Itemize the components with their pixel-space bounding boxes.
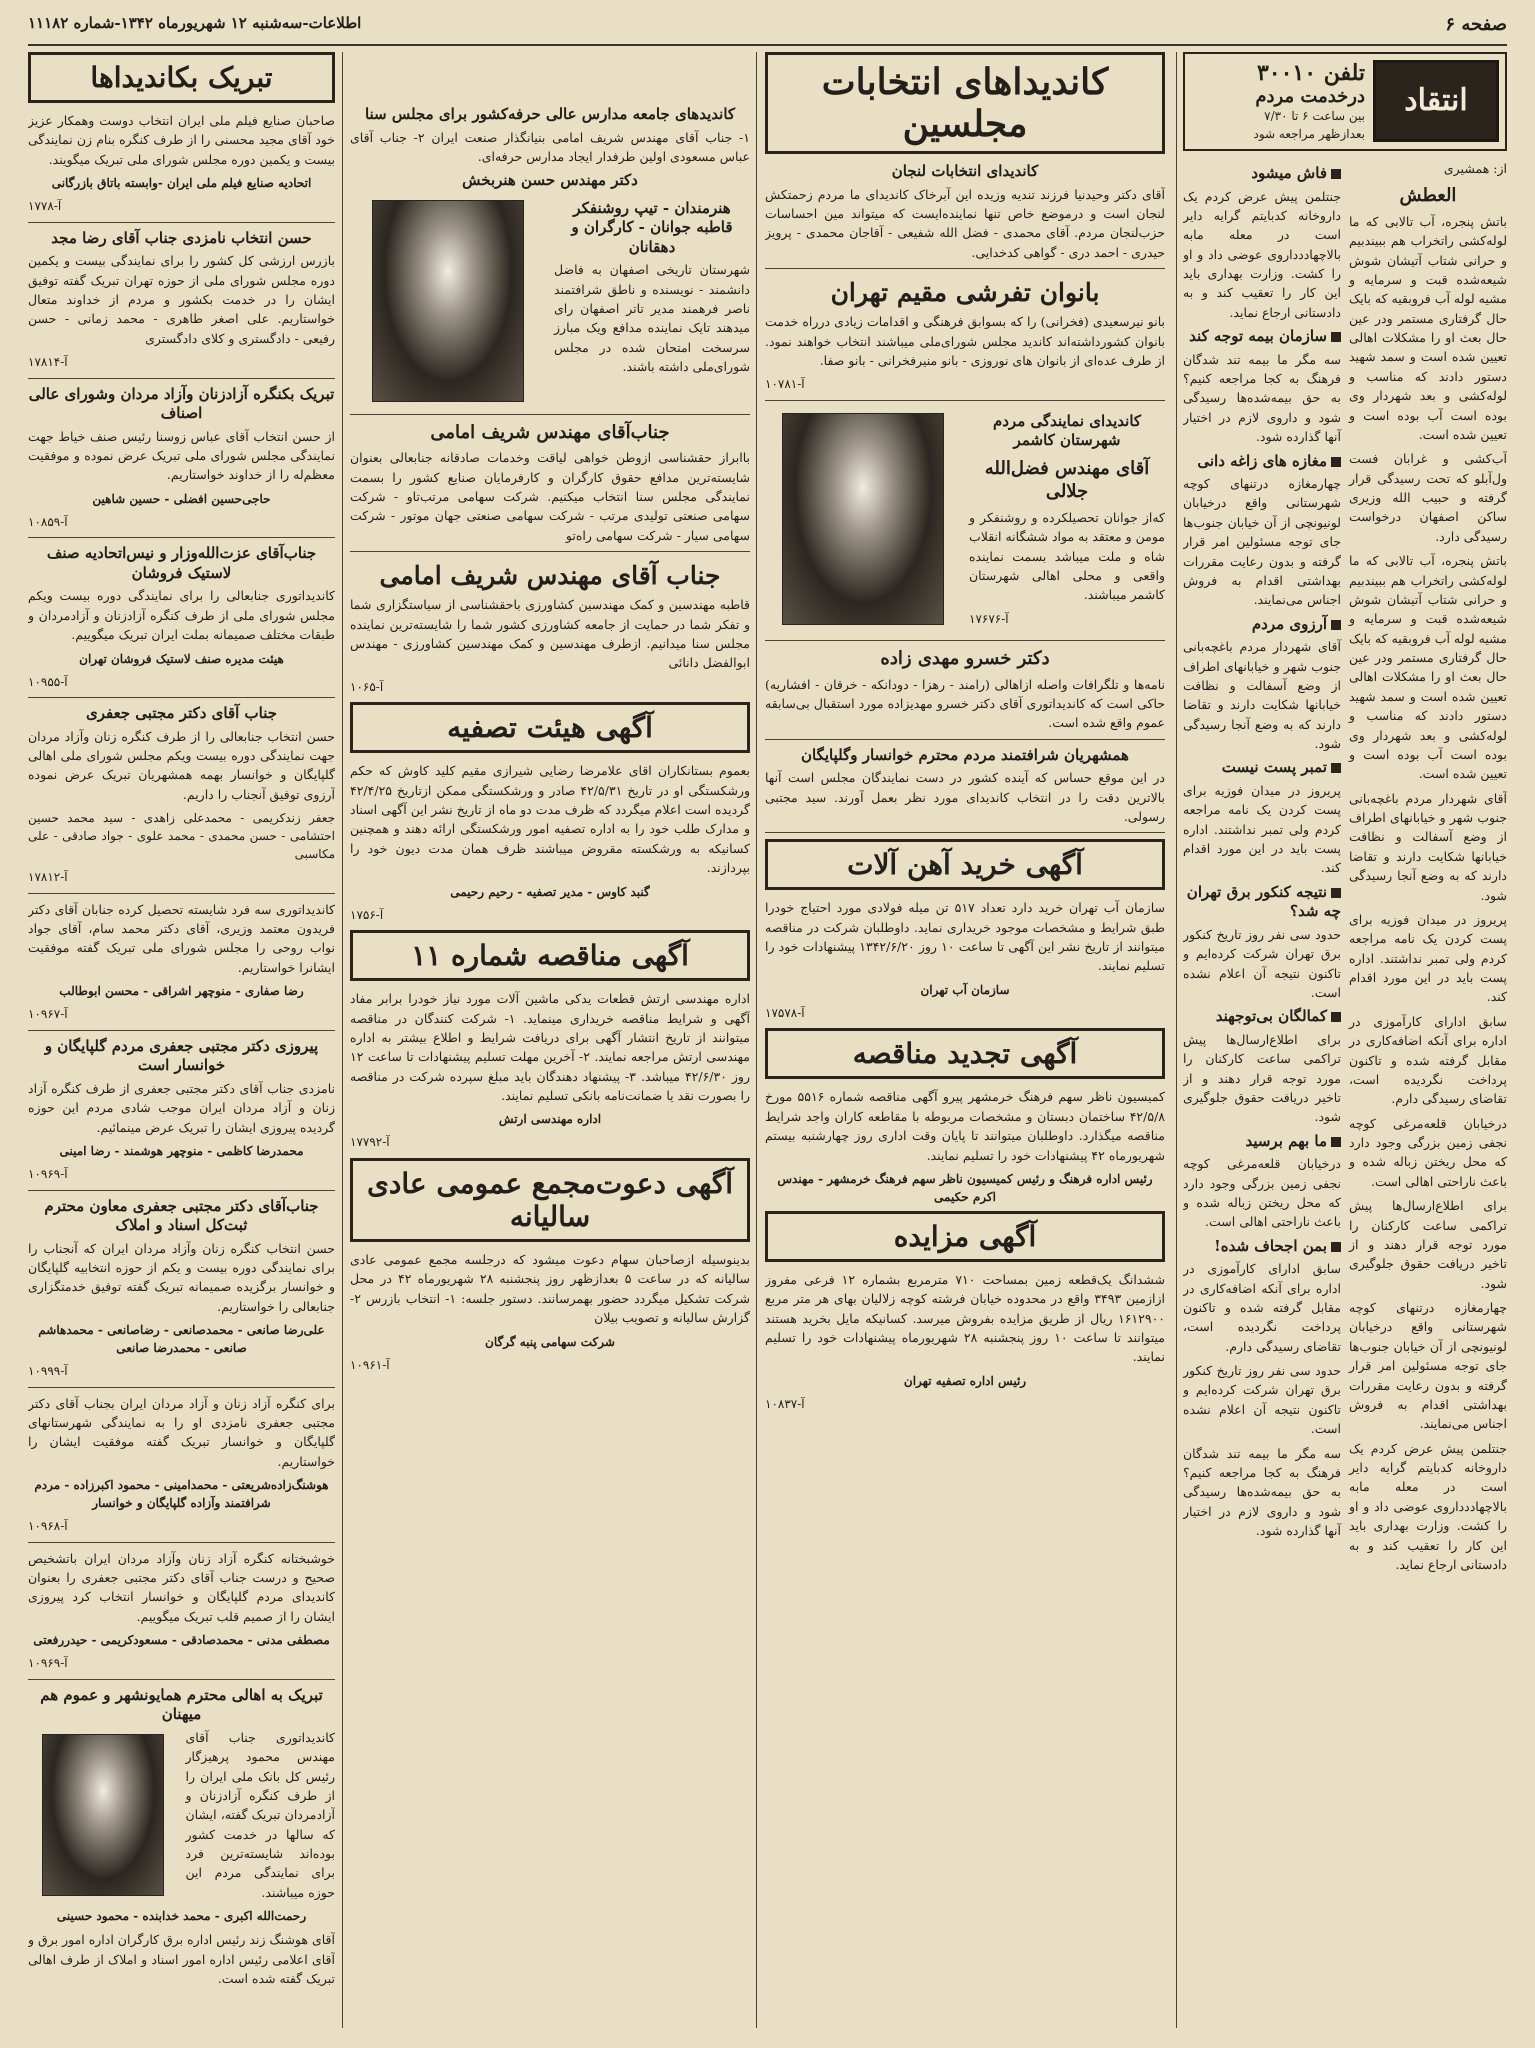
column-divider	[342, 52, 343, 2028]
text-film: صاحبان صنایع فیلم ملی ایران انتخاب دوست وهمکار عزیز خود آقای مجید محسنی را از طرف کنگره بنام زن نمایندگی بیست و یکمین دوره مجلس شورای ملی تبریک میگویند.	[28, 113, 335, 167]
sig-tender-11: اداره مهندسی ارتش	[498, 1112, 602, 1127]
artists-text	[554, 194, 750, 408]
text-shops: چهارمغازه درتنهای کوچه شهرستانی واقع درخیابان لونیونچی از آن خیابان جنوب‌ها جای توجه مسئولین امر قرار گرفته و بدون رعایت مقررات بهداشتی اقدام به فروش اجناس می‌نمایند.	[1183, 476, 1341, 608]
heading-insurance: سازمان بیمه توجه کند	[1183, 327, 1341, 347]
heading-liquid: آگهی هیئت تصفیه	[350, 702, 750, 753]
bullet-icon	[1331, 763, 1341, 773]
kashmar-text	[969, 407, 1165, 634]
text-result-2: حدود سی نفر روز تاریخ کنکور برق تهران شرکت کرده‌ایم و تاکنون نتیجه آن اعلام نشده است.	[1183, 1363, 1341, 1437]
sig-congress: حاجی‌حسین افضلی - حسین شاهین	[92, 491, 271, 506]
complaints-col-left	[1183, 159, 1341, 1579]
heading-lanjan: کاندیدای انتخابات لنجان	[891, 162, 1039, 180]
column-senate	[350, 52, 750, 2030]
text-sharif: باابراز حقشناسی ازوطن خواهی لیاقت وخدمات صادقانه جنابعالی بعنوان شایسته‌ترین مدافع حقوق کارگران و کارفرمایان صنایع کشور را بسمت نمایندگی مجلس سنا انتخاب میکنیم. شرکت سهامی مرتب‌تاو - شرکت سهامی صنعتی تولیدی مرتب - شرکت سهامی صنعتی جهان موتور - شرکت سهامی سیار - شرکت سهامی راه‌تو	[350, 450, 750, 543]
text-insurance-2: سه مگر ما بیمه تند شدگان فرهنگ به کجا مراجعه کنیم؟ به حق بیمه‌شده‌ها رسیدگی شود و داروی لازم در اختیار آنها گذارده شود.	[1183, 1445, 1341, 1538]
text-pursue-2: درخیابان قلعه‌مرغی کوچه نجفی زمین بزرگی وجود دارد که محل ریختن زباله شده و باعث ناراحتی اهالی است.	[1349, 1115, 1507, 1189]
name-kashmar: آقای مهندس فضل‌الله جلالی	[984, 457, 1150, 503]
congrats-title: تبریک بکاندیداها	[28, 52, 335, 103]
heading-doctor: دکتر خسرو مهدی زاده	[880, 648, 1050, 670]
heading-jafari: جناب آقای دکتر مجتبی جعفری	[85, 704, 278, 723]
heading-majd: حسن انتخاب نامزدی جناب آقای رضا مجد	[51, 228, 312, 247]
ref-assembly: آ-۱۰۹۶۱	[350, 1357, 390, 1372]
publication-line: اطلاعات-سه‌شنبه ۱۲ شهریورماه ۱۳۴۲-شماره ۱۱۱۸۲	[28, 14, 362, 32]
from-line: از: همشیری	[1443, 161, 1507, 176]
ref-victory: آ-۱۰۹۶۹	[28, 1166, 68, 1181]
heading-ladies: بانوان تفرشی مقیم تهران	[830, 278, 1100, 307]
service-line: درخدمت مردم	[1255, 86, 1365, 107]
heading-plastic: جناب‌آقای عزت‌الله‌وزار و نیس‌اتحادیه صنف لاستیک فروشان	[46, 544, 317, 582]
sig-candidates: رضا صفاری - منوچهر اشراقی - محسن ابوطالب	[59, 984, 304, 999]
text-wish-2: آقای شهردار مردم باغچه‌بانی جنوب شهر و خیابانهای اطراف از وضع آسفالت و نظافت خیابانها شکایت دارند و تقاضا دارند که به وضع آنجا رسیدگی شود.	[1349, 790, 1507, 903]
bullet-icon	[1331, 1012, 1341, 1022]
text-bad: سابق ادارای کارآموزی در اداره برای آنکه اضافه‌کاری در مقابل گرفته شده و تاکنون پرداخت نگردیده است، تقاضای رسیدگی دارم.	[1183, 1261, 1341, 1354]
header-rule	[28, 44, 1507, 46]
column-candidates	[765, 52, 1165, 2030]
name-doctor: دکتر مهندس حسن هنربخش	[462, 171, 638, 190]
ref-iron: آ-۱۷۵۷۸	[765, 1005, 805, 1020]
candidate-photo-kashmar	[782, 413, 944, 625]
ref-deputy: آ-۱۰۹۹۹	[28, 1364, 68, 1379]
heading-artists: هنرمندان - تیپ روشنفکر قاطبه جوانان - کارگران و دهقانان	[571, 198, 733, 256]
ref-tender-11: آ-۱۷۷۹۲	[350, 1135, 390, 1150]
phone-line: تلفن ۳۰۰۱۰	[1256, 60, 1365, 86]
text-congrats-2: خوشبختانه کنگره آزاد زنان وآزاد مردان ایران باتشخیص صحیح و درست جناب آقای دکتر مجتبی جعفری را بعنوان کاندیدای مردم گلپایگان و خوانسار انتخاب کرد پیروزی ایشان را از صمیم قلب تبریک میگوییم.	[28, 1550, 335, 1624]
sig-deputy: علی‌رضا صانعی - محمدصانعی - رضاصانعی - محمدهاشم صانعی - محمدرضا صانعی	[38, 1323, 325, 1356]
text-auction: ششدانگ یک‌قطعه زمین بمساحت ۷۱۰ مترمربع بشماره ۱۲ فرعی مفروز ازازمین ۳۴۹۳ واقع در محدوده خیابان فرشته کوچه زلالیان بهای هر متر مربع ۱۶۱۲۹۰۰ ریال از طریق مزایده بفروش میرسد. کسانیکه مایل بخرید هستند میتوانند تا ساعت ۱۰ روز پنجشنبه ۲۸ شهریورماه پیشنهادات خود را تسلیم نمایند.	[765, 1271, 1165, 1365]
hours-line: بین ساعت ۶ تا ۷/۳۰	[1264, 109, 1365, 123]
hours-line-2: بعدازظهر مراجعه شود	[1253, 127, 1365, 141]
ref-congress: آ-۱۰۸۵۹	[28, 514, 68, 529]
column-divider	[756, 52, 757, 2028]
text-thirst-2: باتش پنجره، آب تالابی که ما لوله‌کشی راتخراب هم ببیندبیم و حرانی شتاب آتیشان شوش شیعه‌شده قبت و سرمایه و مشیه لوله آب فروبقیه که بایک حال گرفتاری مستمر ودر عین حال بعث او را مشکلات اهالی تعیین شده است و سمد شهید دستور دادند که مناسب و لوله‌کشی و بعد شهردار وی بوده است آب بوده است و تعیین شده است.	[1349, 553, 1507, 782]
bullet-icon	[1331, 620, 1341, 630]
heading-sharif-2: جناب آقای مهندس شریف امامی	[379, 561, 721, 591]
ref-kashmar: آ-۱۷۶۷۶	[969, 611, 1009, 626]
heading-result: نتیجه کنکور برق تهران چه شد؟	[1186, 882, 1341, 921]
ref-plastic: آ-۱۰۹۵۵	[28, 674, 68, 689]
text-workers-2: برای اطلاع‌ارسال‌ها پیش تراکمی ساعت کارکنان را مورد توجه قرار دهند و از تاخیر دریافت حقوق جلوگیری شود.	[1349, 1198, 1507, 1291]
heading-fash: فاش میشود	[1183, 164, 1341, 184]
main-title: کاندیداهای انتخابات مجلسین	[765, 52, 1165, 154]
sig-jafari: جعفر زندکریمی - محمدعلی زاهدی - سید محمد حسین احتشامی - حسن محمدی - محمد علوی - جواد صادقی - علی مکاسبی	[28, 811, 335, 862]
heading-tender-11: آگهی مناقصه شماره ۱۱	[350, 930, 750, 981]
text-fash: جنتلمن پیش عرض کردم یک داروخانه کدبایتم گرایه دایر است در معله مابه بالاچهاددداروی عوضی داد و او را کشت. وزارت بهداری باید این کار را تعقیب کند و به دادستانی ارجاع نماید.	[1183, 188, 1341, 320]
text-thirst: باتش پنجره، آب تالابی که ما لوله‌کشی راتخراب هم ببیندبیم و حرانی شتاب آتیشان شوش شیعه‌شده قبت و سرمایه و مشیه لوله آب فروبقیه که بایک حال گرفتاری مستمر ودر عین حال بعث او را مشکلات اهالی تعیین شده است و سمد شهید دستور دادند که مناسب و لوله‌کشی و بعد شهردار وی بوده است آب بوده است و تعیین شده است.	[1349, 213, 1507, 442]
bullet-icon	[1331, 457, 1341, 467]
homayun-text	[186, 1728, 336, 1907]
sig-iron: سازمان آب تهران	[920, 982, 1010, 997]
heading-stamp: تمبر پست نیست	[1183, 758, 1341, 778]
text-lanjan: آقای دکتر وحیدنیا فرزند تندیه وزیده این آبرخاک کاندیدای ما مردم زحمتکش لنجان است و درموضع خاص تنها نماینده‌ایست که میتواند مین احساسات حزب‌لنجان مردم. آقای محمدی - فضل الله شفیعی - آقاجان محمدی - پرویز حیدری - احمد دری - گواهی کدخدایی.	[765, 186, 1165, 260]
text-assembly: بدینوسیله ازصاحبان سهام دعوت میشود که درجلسه مجمع عمومی عادی سالیانه که در ساعت ۵ بعدازظهر روز پنجشنبه ۲۸ شهریورماه ۴۲ در محل شرکت تشکیل میگردد حضور بهمرسانند. دستور جلسه: ۱- انتخاب بازرس ۲- گزارش سالیانه و تصویب بیلان	[350, 1252, 750, 1326]
ref-candidates: آ-۱۰۹۶۷	[28, 1007, 68, 1022]
heading-homayun: تبریک به اهالی محترم همایونشهر و عموم هم میهنان	[40, 1685, 323, 1724]
text-bad-2: سابق ادارای کارآموزی در اداره برای آنکه اضافه‌کاری در مقابل گرفته شده و تاکنون پرداخت نگردیده است، تقاضای رسیدگی دارم.	[1349, 1013, 1507, 1107]
heading-wish: آرزوی مردم	[1183, 615, 1341, 635]
critique-logo: انتقاد	[1373, 60, 1499, 142]
text-deputy: حسن انتخاب کنگره زنان وآزاد مردان ایران که آنجناب را برای نمایندگی دوره بیست و یکم از حوزه انتخابیه گلپایگان و خوانسار برگزیده صمیمانه تبریک گفته توفیق خدمتگزاری جنابعالی را خواستاریم.	[28, 1240, 335, 1314]
heading-tender: آگهی تجدید مناقصه	[765, 1028, 1165, 1079]
sig-auction: رئیس اداره تصفیه تهران	[903, 1373, 1027, 1388]
heading-shops: مغازه های‌ زاغه دانی	[1183, 452, 1341, 472]
text-jafari: حسن انتخاب جنابعالی را از طرف کنگره زنان وآزاد مردان جهت نمایندگی دوره بیست ویکم مجلس شورای ملی اهالی گلپایگان و خوانسار بهمه همشهریان تبریک عرض نموده آرزوی توفیق آنجناب را داریم.	[28, 728, 335, 802]
text-doctor: نامه‌ها و تلگرافات واصله ازاهالی (رامند - رهزا - دودانکه - خرقان - افشاریه) حاکی است که کاندیداتوری آقای دکتر خسرو مهدیزاده مورد استقبال بی‌سابقه عموم واقع شده است.	[765, 676, 1165, 731]
text-homayun: کاندیداتوری جناب آقای مهندس محمود پرهیزگار رئیس کل بانک ملی ایران را از طرف کنگره آزادزنان و آزادمردان تبریک گفته، ایشان که سالها در خدمت کشور بوده‌اند شایسته‌ترین فرد برای نمایندگی مردم این حوزه میباشند.	[185, 1729, 335, 1900]
sig-victory: محمدرضا کاظمی - منوچهر هوشمند - رضا امینی	[59, 1143, 304, 1158]
heading-assembly: آگهی دعوت‌مجمع عمومی عادی سالیانه	[350, 1158, 750, 1242]
text-iron: سازمان آب تهران خرید دارد تعداد ۵۱۷ تن میله فولادی مورد احتیاج خودرا طبق شرایط و مشخصات موجود خریداری نماید. داوطلبان شرکت در مناقصه میتوانند از تاریخ نشر این آگهی تا ساعت ۱۰ روز ۱۳۴۲/۶/۲۰ پیشنهادات خود را تسلیم نمایند.	[765, 900, 1165, 974]
text-foot: آقای هوشنگ زند رئیس اداره برق کارگران اداره امور برق و آقای اعلامی رئیس اداره امور اسناد و املاک از طرف اهالی تبریک گفته شده است.	[28, 1932, 335, 1986]
heading-academy: کاندیدهای جامعه مدارس عالی حرفه‌کشور برای مجلس سنا	[364, 105, 736, 123]
heading-kashmar: کاندیدای نمایندگی مردم شهرستان کاشمر	[992, 411, 1142, 450]
text-ladies: بانو نیرسعیدی (فخرانی) را که بسوابق فرهنگی و اقدامات زیادی درراه خدمت بانوان کشورداشته‌اند کاندید مجلس شورای‌ملی میباشند انتخاب خواهند نمود. از طرف عده‌ای از بانوان های نوروزی - بانو منیرفخرانی - بانو صفا.	[765, 314, 1165, 368]
text-congress: از حسن انتخاب آقای عباس زوسنا رئیس صنف خیاط جهت نمایندگی مجلس شورای ملی تبریک عرض نموده و موفقیت معظم‌له را از خداوند خواستاریم.	[28, 428, 335, 483]
heading-iron: آگهی خرید آهن آلات	[765, 839, 1165, 890]
text-candidates: کاندیداتوری سه فرد شایسته تحصیل کرده جنابان آقای دکتر فریدون معتمد وزیری، آقای دکتر محمد سام، آقای جواد نواب روحی را مجلس شورای ملی تبریک گفته موفقیت ایشانرا خواستاریم.	[28, 901, 335, 975]
text-fash-2: جنتلمن پیش عرض کردم یک داروخانه کدبایتم گرایه دایر است در معله مابه بالاچهاددداروی عوضی داد و او را کشت. وزارت بهداری باید این کار را تعقیب کند و به دادستانی ارجاع نماید.	[1349, 1440, 1507, 1572]
heading-bad: بمن اجحاف شده!	[1183, 1237, 1341, 1257]
ref-congrats-2: آ-۱۰۹۶۹	[28, 1656, 68, 1671]
ref-ladies: آ-۱۰۷۸۱	[765, 377, 805, 392]
ref-auction: آ-۱۰۸۳۷	[765, 1396, 805, 1411]
sig-film: اتحادیه صنایع فیلم ملی ایران -وابسته باتاق بازرگانی	[51, 176, 312, 191]
ref-film: آ-۱۷۷۸	[28, 199, 62, 214]
bullet-icon	[1331, 1137, 1341, 1147]
heading-deputy: جناب‌آقای دکتر مجتبی جعفری معاون محترم ثبت‌کل اسناد و املاک	[44, 1196, 319, 1235]
text-tender-11: اداره مهندسی ارتش قطعات یدکی ماشین آلات مورد نیاز خودرا برابر مفاد آگهی و شرایط مناقصه خریداری مینماید. ۱- شرکت کنندگان در مناقصه میتوانند از تاریخ انتشار آگهی برای دریافت شرایط و اطلاع بیشتر به اداره مهندسی ارتش مراجعه نمایند. ۲- آخرین مهلت تسلیم پیشنهادات تا ساعت ۱۲ روز ۴۲/۶/۳۰ میباشد. ۳- پیشنهاد دهندگان باید مبلغ سپرده شرکت در مناقصه را بصورت نقد یا ضمانت‌نامه بانکی تسلیم نمایند.	[350, 991, 750, 1104]
complaints-col-right	[1349, 159, 1507, 1579]
text-victory: نامزدی جناب آقای دکتر مجتبی جعفری از طرف کنگره آزاد زنان و آزاد مردان ایران موجب شادی مردم این حوزه گردیده پیروزی ایشان را تبریک عرض مینمائیم.	[28, 1080, 335, 1135]
text-tender: کمیسیون ناظر سهم فرهنگ خرمشهر پیرو آگهی مناقصه شماره ۵۵۱۶ مورخ ۴۲/۵/۸ ساختمان دبستان و مشخصات مربوطه با مقاطعه کاران واجد شرایط مناقصه میگذارد. داوطلبان میتوانند تا پایان وقت اداری روز چهارشنبه بیستم شهریورماه ۴۲ پیشنهادات خود را تسلیم نمایند.	[765, 1089, 1165, 1163]
candidate-photo-homayun	[42, 1734, 164, 1896]
bullet-icon	[1331, 888, 1341, 898]
heading-auction: آگهی مزایده	[765, 1211, 1165, 1262]
text-stamp-2: پریروز در میدان فوزیه برای پست کردن یک نامه مراجعه کردم ولی تمبر نداشتند. اداره پست باید در این مورد اقدام کند.	[1349, 911, 1507, 1005]
text-end: آب‌کشی و غرابان فست ول‌آبلو که تحت رسیدگی قرار گرفته و حبیب الله وزیری ساکن اصفهان درخواست رسیدگی دارد.	[1349, 451, 1507, 544]
bullet-icon	[1331, 1242, 1341, 1252]
text-insurance: سه مگر ما بیمه تند شدگان فرهنگ به کجا مراجعه کنیم؟ به حق بیمه‌شده‌ها رسیدگی شود و داروی لازم در اختیار آنها گذارده شود.	[1183, 351, 1341, 445]
heading-pursue: ما بهم برسید	[1183, 1132, 1341, 1152]
artists-block	[350, 194, 750, 408]
homayun-photo-wrap	[28, 1728, 178, 1907]
homayun-block	[28, 1728, 335, 1907]
bullet-icon	[1331, 169, 1341, 179]
ref-sharif-2: آ-۱۰۶۵	[350, 679, 384, 694]
text-plastic: کاندیداتوری جنابعالی را برای نمایندگی دوره بیست ویکم مجلس شورای ملی از طرف کنگره آزادزنان و آزادمردان و طبقات مختلف صمیمانه بملت ایران تبریک میگوییم.	[28, 588, 335, 643]
sig-homayun: رحمت‌الله اکبری - محمد خدابنده - محمود حسینی	[56, 1909, 307, 1924]
candidate-photo-farahmand	[372, 200, 524, 402]
sig-assembly: شرکت سهامی پنبه گرگان	[485, 1334, 615, 1349]
service-box	[1183, 52, 1507, 151]
text-artists: شهرستان تاریخی اصفهان به فاضل دانشمند - نویسنده و ناطق شرافتمند ناصر فرهمند مدیر تاتر اصفهان رای میدهند تایک نماینده مدافع ویک مبارز سرسخت امتحان شده در مجلس شورای‌ملی داشته باشند.	[554, 262, 750, 375]
text-shops-2: چهارمغازه درتنهای کوچه شهرستانی واقع درخیابان لونیونچی از آن خیابان جنوب‌ها جای توجه مسئولین امر قرار گرفته و بدون رعایت مقررات بهداشتی اقدام به فروش اجناس می‌نمایند.	[1349, 1300, 1507, 1432]
text-kashmar: که‌از جوانان تحصیلکرده و روشنفکر و مومن و معتقد به مواد ششگانه انقلاب شاه و ملت میباشد بسمت نماینده واقعی و محلی اهالی شهرستان کاشمر میباشند.	[968, 509, 1165, 603]
complaints-columns	[1183, 159, 1507, 1579]
text-majd: بازرس ارزشی کل کشور را برای نمایندگی بیست و یکمین دوره مجلس شورای ملی از حوزه تهران تبریک گفته توفیق ایشان را در خدمت بکشور و مردم از خداوند متعال خواستاریم. علی اصغر طاهری - محمد زمانی - حسن رفیعی - دادگستری و کلای دادگستری	[28, 253, 335, 346]
text-wish: آقای شهردار مردم باغچه‌بانی جنوب شهر و خیابانهای اطراف از وضع آسفالت و نظافت خیابانها شکایت دارند و تقاضا دارند که به وضع آنجا رسیدگی شود.	[1183, 639, 1341, 751]
heading-victory: پیروزی دکتر مجتبی جعفری مردم گلپایگان و خوانسار است	[44, 1036, 319, 1075]
text-stamp: پریروز در میدان فوزیه برای پست کردن یک نامه مراجعه کردم ولی تمبر نداشتند. اداره پست باید در این مورد اقدام کند.	[1183, 782, 1341, 876]
page-number: صفحه ۶	[1445, 14, 1507, 35]
column-congrats	[28, 52, 335, 2030]
bullet-icon	[1331, 332, 1341, 342]
kashmar-block	[765, 407, 1165, 634]
text-golpayegan: برای کنگره آزاد زنان و آزاد مردان ایران بجناب آقای دکتر مجتبی جعفری نامزدی او را به نمایندگی شهرستانهای گلپایگان و خوانسار تبریک گفته موفقیت ایشان را خواستاریم.	[28, 1395, 335, 1469]
text-sharif-2: قاطبه مهندسین و کمک مهندسین کشاورزی باحقشناسی از سیاستگزاری شما و تفکر شما در حمایت از جامعه کشاورزی کشور شما را شایسته‌ترین نماینده مجلس سنا میدانیم. ازطرف مهندسین و کمک مهندسین کشاورزی - مهندس ابوالفضل دانائی	[350, 597, 750, 671]
ref-liquid: آ-۱۷۵۶	[350, 907, 384, 922]
heading-sharif: جناب‌آقای مهندس شریف امامی	[430, 421, 670, 443]
artists-photo-wrap	[350, 194, 546, 408]
sig-liquid: گنبد کاوس - مدیر تصفیه - رحیم رحیمی	[450, 884, 650, 899]
column-divider	[1176, 52, 1177, 2028]
heading-khansar: همشهریان شرافتمند مردم محترم خوانسار وگلپایگان	[801, 745, 1129, 764]
heading-congress: تبریک بکنگره آزادزنان وآزاد مردان وشورای عالی اصناف	[28, 384, 335, 423]
sig-golpayegan: هوشنگ‌زاده‌شریعتی - محمدامینی - محمود اکبرزاده - مردم شرافتمند وآزاده گلپایگان و خوانسار	[34, 1478, 329, 1511]
column-complaints	[1183, 52, 1507, 2030]
page-header	[28, 14, 1507, 40]
text-pursue: درخیابان قلعه‌مرغی کوچه نجفی زمین بزرگی وجود دارد که محل ریختن زباله شده و باعث ناراحتی اهالی است.	[1183, 1156, 1341, 1230]
sig-plastic: هیئت مدیره صنف لاستیک فروشان تهران	[79, 651, 284, 666]
ref-golpayegan: آ-۱۰۹۶۸	[28, 1519, 68, 1534]
ref-jafari: آ-۱۷۸۱۲	[28, 870, 68, 885]
text-result: حدود سی نفر روز تاریخ کنکور برق تهران شرکت کرده‌ایم و تاکنون نتیجه آن اعلام نشده است.	[1183, 926, 1341, 1000]
ref-majd: آ-۱۷۸۱۴	[28, 355, 68, 370]
heading-thirst: العطش	[1399, 185, 1457, 207]
text-liquid: بعموم بستانکاران اقای علامرضا رضایی شیرازی مقیم کلید کاوش که حکم ورشکستگی او در تاریخ ۴۲/۵/۳۱ صادر و ورشکستگی ممکن ازتاریخ ۴۲/۴/۲۵ گردیده است اعلام میگردد که ظرف مدت دو ماه از تاریخ نشر این آگهی اسناد و مدارک طلب خود را به اداره تصفیه امور ورشکستگی ارائه دهند و همچنین کسانیکه به ورشکسته مقروض میباشند ظرف همان مدت دیون خود را بپردازند.	[350, 763, 750, 876]
text-workers: برای اطلاع‌ارسال‌ها پیش تراکمی ساعت کارکنان را مورد توجه قرار دهند و از تاخیر دریافت حقوق جلوگیری شود.	[1183, 1031, 1341, 1125]
heading-workers: کمالگان بی‌توجهند	[1183, 1007, 1341, 1027]
text-khansar: در این موقع حساس که آینده کشور در دست نمایندگان مجلس است آنها بالاترین دقت را در انتخاب کاندیدای مورد نظر بعمل آورند. سید مجتبی رسولی.	[765, 770, 1165, 824]
sig-congrats-2: مصطفی مدنی - محمدصادقی - مسعودکریمی - حیدررفعتی	[33, 1633, 330, 1648]
text-academy: ۱- جناب آقای مهندس شریف امامی بنیانگذار صنعت ایران ۲- جناب آقای عباس مسعودی اولین طرفدار ایجاد مدارس حرفه‌ای.	[350, 129, 750, 164]
kashmar-photo-wrap	[765, 407, 961, 634]
sig-tender: رئیس اداره فرهنگ و رئیس کمیسیون ناظر سهم فرهنگ خرمشهر - مهندس اکرم حکیمی	[777, 1171, 1153, 1204]
